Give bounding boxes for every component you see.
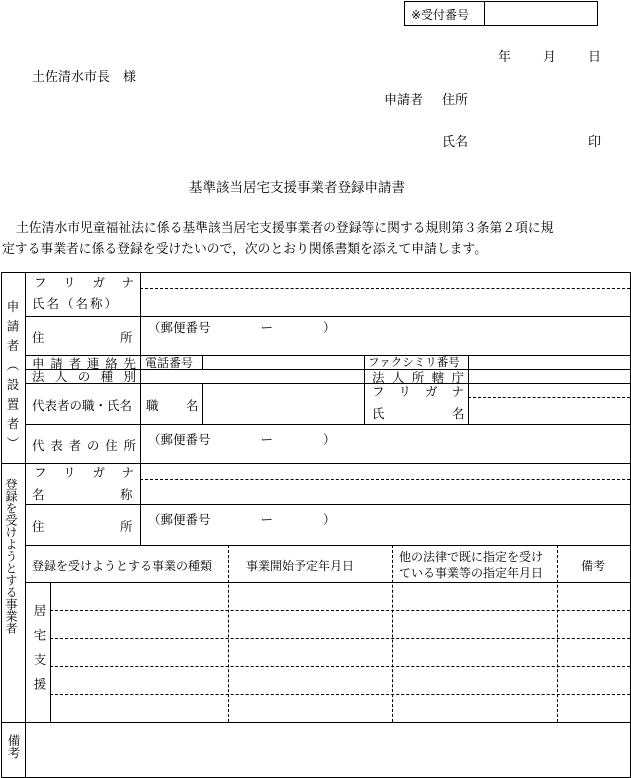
- applicant-name-field[interactable]: [145, 291, 625, 313]
- remarks-label: 備考: [6, 734, 21, 759]
- col-other-law-2: ている事業等の指定年月日: [399, 566, 544, 580]
- phone-label: 電話番号: [145, 356, 194, 370]
- receipt-number-field[interactable]: [490, 6, 590, 20]
- applicant-address-r: 所: [120, 330, 133, 345]
- applicant-address-label: 住所: [442, 93, 469, 108]
- service-type-label: 居宅支援: [32, 604, 47, 702]
- remarks-field[interactable]: [30, 726, 626, 774]
- rep-position-field[interactable]: [206, 387, 360, 421]
- seal-mark: 印: [588, 135, 602, 150]
- intro-line-1: 土佐清水市児童福祉法に係る基準該当居宅支援事業者の登録等に関する規則第３条第２項に規: [16, 221, 554, 236]
- corp-type-label: 法 人 の 種 別: [32, 369, 136, 384]
- section-applicant-label: 申請者（設置者）: [5, 300, 20, 456]
- col-remarks: 備考: [581, 559, 606, 573]
- business-name-l: 名: [32, 487, 45, 502]
- phone-field[interactable]: [206, 357, 360, 368]
- applicant-name-label: 氏名: [442, 135, 469, 150]
- applicant-contact-label: 申 請 者 連 絡 先: [32, 356, 136, 371]
- col-other-law-1: 他の法律で既に指定を受け: [399, 550, 544, 564]
- rep-name-r: 名: [452, 406, 465, 421]
- rep-position-l: 職: [146, 398, 159, 413]
- addressee: 土佐清水市長 様: [32, 70, 137, 85]
- applicant-furigana-field[interactable]: [145, 274, 625, 286]
- applicant-name-label-row: 氏名（名称）: [32, 296, 120, 311]
- rep-name-field[interactable]: [472, 400, 626, 422]
- col-start-date: 事業開始予定年月日: [246, 559, 355, 573]
- rep-furigana-label: フ リ ガ ナ: [372, 384, 464, 399]
- business-postal[interactable]: （郵便番号 ー ）: [148, 512, 336, 527]
- applicant-label: 申請者: [384, 93, 424, 108]
- corp-authority-label: 法 人 所 轄 庁: [372, 370, 464, 385]
- furigana-label: フ リ ガ ナ: [34, 275, 134, 290]
- document-title: 基準該当居宅支援事業者登録申請書: [189, 180, 405, 196]
- business-furigana-label: フ リ ガ ナ: [34, 465, 134, 480]
- rep-title-name-label: 代表者の職・氏名: [32, 398, 133, 413]
- rep-name-l: 氏: [372, 406, 385, 421]
- date-day: 日: [588, 50, 602, 65]
- corp-type-field[interactable]: [145, 371, 359, 382]
- rep-address-label: 代 表 者 の 住 所: [32, 438, 136, 453]
- rep-position-r: 名: [186, 398, 199, 413]
- col-business-type: 登録を受けようとする事業の種類: [32, 559, 213, 573]
- business-name-r: 称: [120, 487, 133, 502]
- corp-authority-field[interactable]: [472, 371, 626, 382]
- applicant-postal[interactable]: （郵便番号 ー ）: [148, 320, 336, 335]
- date-year: 年: [498, 50, 512, 65]
- business-address-r: 所: [120, 519, 133, 534]
- receipt-number-label: ※受付番号: [411, 8, 470, 22]
- business-name-field[interactable]: [145, 482, 625, 502]
- date-month: 月: [543, 50, 557, 65]
- fax-label: ファクシミリ番号: [368, 355, 460, 369]
- rep-postal[interactable]: （郵便番号 ー ）: [148, 432, 336, 447]
- fax-field[interactable]: [472, 357, 626, 368]
- section-business-label: 登録を受けようとする事業者: [4, 478, 18, 634]
- intro-line-2: 定する事業者に係る登録を受けたいので，次のとおり関係書類を添えて申請します。: [2, 242, 488, 257]
- receipt-divider: [484, 1, 485, 26]
- business-address-l: 住: [32, 519, 45, 534]
- applicant-address-l: 住: [32, 330, 45, 345]
